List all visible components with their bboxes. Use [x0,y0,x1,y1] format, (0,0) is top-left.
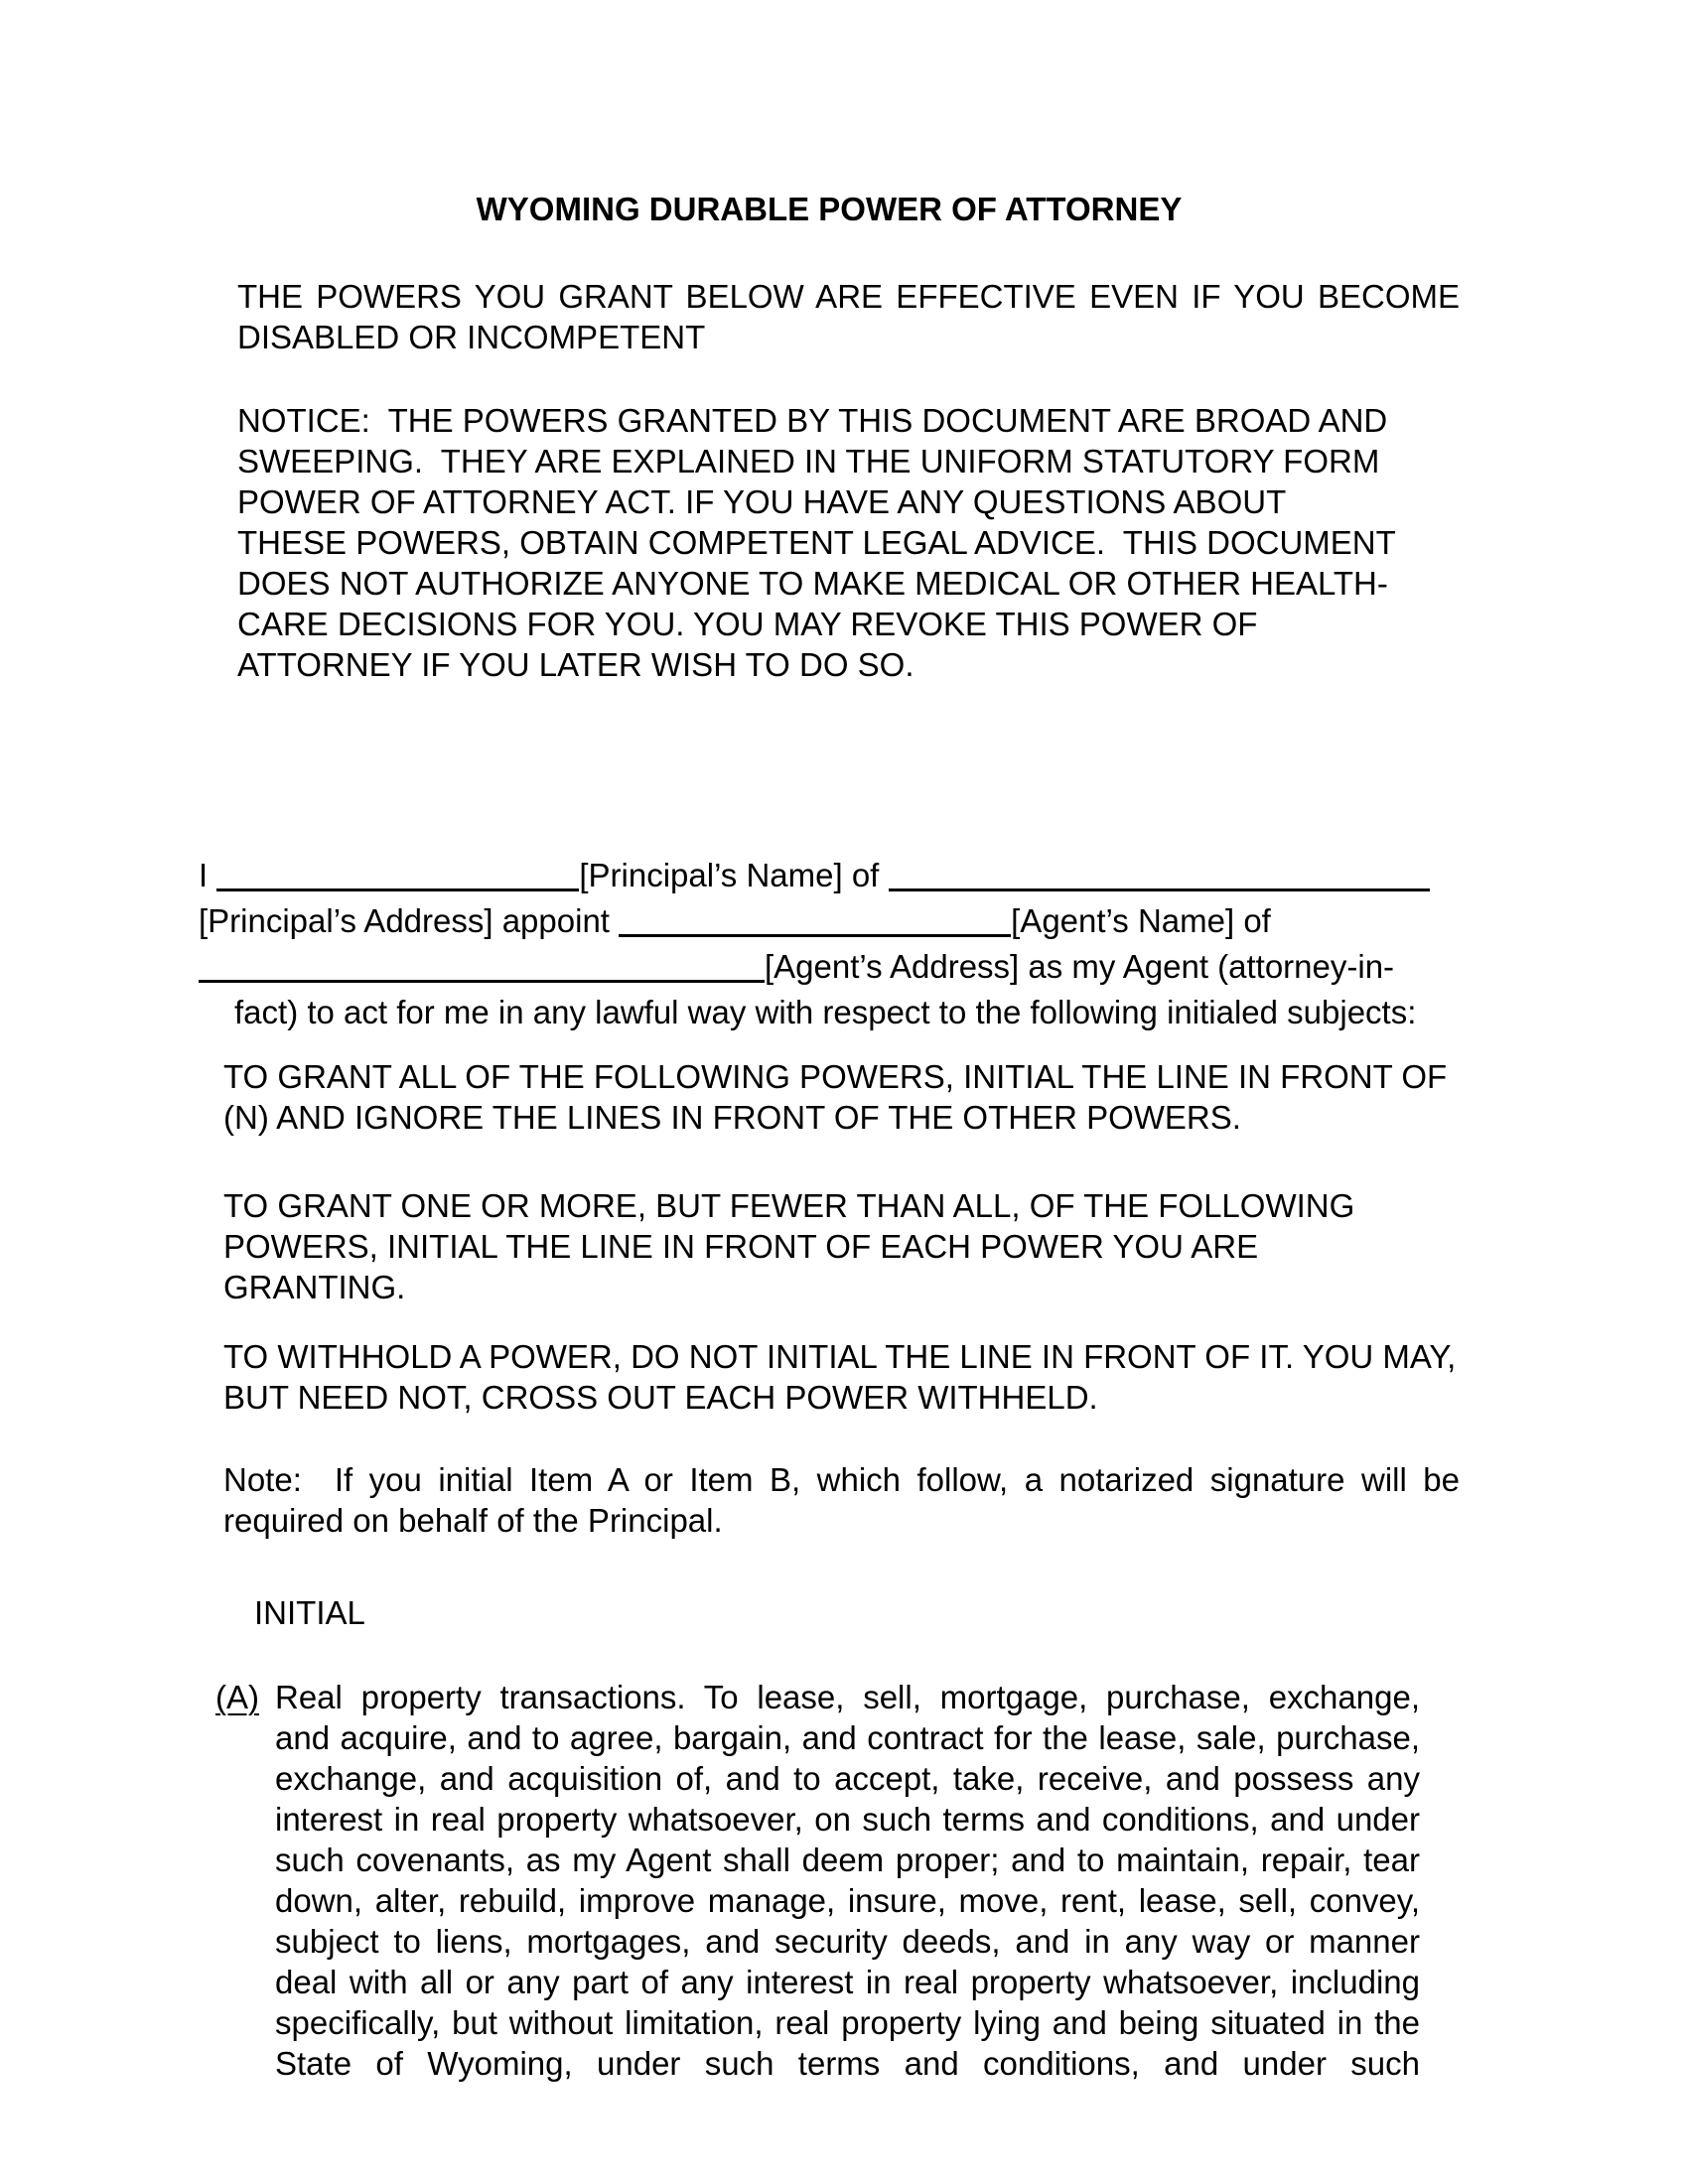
text-line: TO GRANT ALL OF THE FOLLOWING POWERS, INITIAL THE LINE IN FRONT OF [223,1058,1448,1095]
text-line: THESE POWERS, OBTAIN COMPETENT LEGAL ADVICE. THIS DOCUMENT [237,524,1396,561]
fill-text-segment: [Principal’s Name] of [579,857,889,893]
document-title: WYOMING DURABLE POWER OF ATTORNEY [476,191,1183,227]
paragraph-grant-all-instruction [223,1056,1460,1138]
fill-line [199,990,1460,1035]
text-line: POWERS, INITIAL THE LINE IN FRONT OF EACH POWER YOU ARE [223,1228,1259,1265]
text-line: interest in real property whatsoever, on such terms and conditions, and under [275,1801,1420,1838]
text-line: State of Wyoming, under such terms and conditions, and under such [275,2045,1420,2082]
text-line: SWEEPING. THEY ARE EXPLAINED IN THE UNIFORM STATUTORY FORM [237,443,1380,479]
blank-underline [619,904,1011,937]
text-line: ATTORNEY IF YOU LATER WISH TO DO SO. [237,646,914,683]
text-line: NOTICE: THE POWERS GRANTED BY THIS DOCUMENT ARE BROAD AND [237,402,1388,439]
text-line: BUT NEED NOT, CROSS OUT EACH POWER WITHHELD. [223,1379,1098,1416]
text-line: CARE DECISIONS FOR YOU. YOU MAY REVOKE THIS POWER OF [237,606,1258,642]
text-line: deal with all or any part of any interest in real property whatsoever, including [275,1964,1420,2000]
item-a-label: (A) [215,1679,259,1715]
appointment-fill-in-section [199,853,1460,1035]
fill-line [199,853,1460,898]
paragraph-grant-some-instruction [223,1185,1460,1307]
fill-line [199,944,1460,990]
fill-text-segment: [Agent’s Name] of [1011,902,1271,939]
paragraph-notarization-note [223,1459,1460,1541]
text-line: down, alter, rebuild, improve manage, insure, move, rent, lease, sell, convey, [275,1882,1420,1919]
initial-column-label [254,1592,1460,1633]
text-line: (N) AND IGNORE THE LINES IN FRONT OF THE OTHER POWERS. [223,1099,1241,1136]
fill-text-segment: I [199,857,217,893]
paragraph-notice [237,400,1460,685]
blank-underline [889,859,1430,891]
text-line: Note: If you initial Item A or Item B, which follow, a notarized signature will be [223,1461,1460,1498]
blank-underline [216,859,579,891]
paragraph-effective-warning [237,276,1460,357]
text-line: Real property transactions. To lease, sell, mortgage, purchase, exchange, (A) [215,1679,1420,1715]
text-line: required on behalf of the Principal. [223,1502,723,1539]
text-line: GRANTING. [223,1269,406,1305]
text-line: such covenants, as my Agent shall deem proper; and to maintain, repair, tear [275,1842,1420,1878]
text-line: TO WITHHOLD A POWER, DO NOT INITIAL THE LINE IN FRONT OF IT. YOU MAY, [223,1338,1457,1375]
text-line: THE POWERS YOU GRANT BELOW ARE EFFECTIVE EVEN IF YOU BECOME [237,278,1460,315]
text-line: DISABLED OR INCOMPETENT [237,319,706,355]
text-line: and acquire, and to agree, bargain, and contract for the lease, sale, purchase, [275,1719,1420,1756]
fill-text-segment: [Agent’s Address] as my Agent (attorney-in- [765,948,1395,985]
text-line: DOES NOT AUTHORIZE ANYONE TO MAKE MEDICAL OR OTHER HEALTH- [237,565,1388,602]
item-a-real-property-transactions [215,1677,1420,2084]
text-line: specifically, but without limitation, real property lying and being situated in the [275,2004,1420,2041]
text-line: INITIAL [254,1594,365,1631]
text-line: exchange, and acquisition of, and to accept, take, receive, and possess any [275,1760,1420,1797]
text-line: TO GRANT ONE OR MORE, BUT FEWER THAN ALL, OF THE FOLLOWING [223,1187,1355,1224]
fill-line [199,898,1460,944]
text-line: subject to liens, mortgages, and security deeds, and in any way or manner [275,1923,1420,1960]
fill-text-segment: fact) to act for me in any lawful way with respect to the following initialed subjects: [234,994,1417,1030]
blank-underline [199,950,765,983]
paragraph-withhold-instruction [223,1336,1460,1418]
fill-text-segment: [Principal’s Address] appoint [199,902,620,939]
text-line: POWER OF ATTORNEY ACT. IF YOU HAVE ANY QUESTIONS ABOUT [237,483,1287,520]
